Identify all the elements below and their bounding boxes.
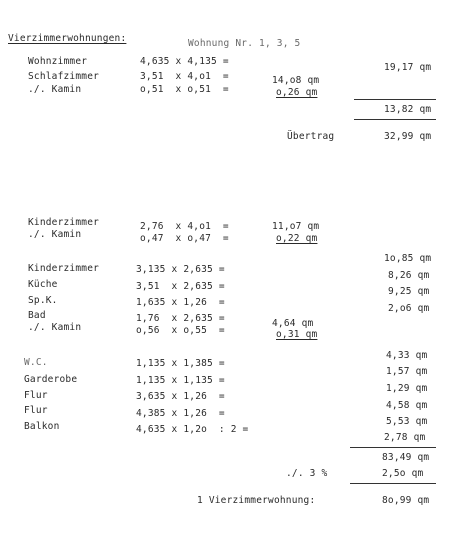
row-label: Wohnzimmer bbox=[28, 56, 88, 67]
room-total: 8,26 qm bbox=[388, 270, 430, 281]
row-label: Balkon bbox=[24, 421, 60, 432]
room-total: 2,o6 qm bbox=[388, 303, 430, 314]
row-label: ./. Kamin bbox=[28, 229, 82, 240]
row-label: Flur bbox=[24, 405, 48, 416]
room-dims: 1,76 x 2,635 = bbox=[136, 313, 225, 324]
row-total: 19,17 qm bbox=[384, 62, 432, 73]
sum-rule bbox=[350, 447, 436, 448]
room-total: 1o,85 qm bbox=[384, 253, 432, 264]
row-total: 5,53 qm bbox=[386, 416, 428, 427]
row-dims: 3,635 x 1,26 = bbox=[136, 391, 225, 402]
room-area: 4,64 qm bbox=[272, 318, 314, 329]
carry-value: 32,99 qm bbox=[384, 131, 432, 142]
sum-rule bbox=[350, 483, 436, 484]
row-dims: 1,135 x 1,135 = bbox=[136, 375, 225, 386]
row-dims: o,51 x o,51 = bbox=[140, 84, 229, 95]
row-dims: 4,385 x 1,26 = bbox=[136, 408, 225, 419]
row-total: 4,33 qm bbox=[386, 350, 428, 361]
deduct-label: ./. 3 % bbox=[286, 468, 328, 479]
row-total: 1,57 qm bbox=[386, 366, 428, 377]
final-label: 1 Vierzimmerwohnung: bbox=[197, 495, 316, 506]
row-dims: 3,51 x 4,o1 = bbox=[140, 71, 229, 82]
room-label: Bad bbox=[28, 310, 46, 321]
row-label: Garderobe bbox=[24, 374, 78, 385]
row-area: 14,o8 qm bbox=[272, 75, 320, 86]
room-label: Kinderzimmer bbox=[28, 263, 100, 274]
row-label: Schlafzimmer bbox=[28, 71, 100, 82]
deduct-value: 2,5o qm bbox=[382, 468, 424, 479]
room-area: o,31 qm bbox=[276, 329, 318, 340]
row-dims: 1,135 x 1,385 = bbox=[136, 358, 225, 369]
apartment-numbers: Wohnung Nr. 1, 3, 5 bbox=[188, 38, 301, 49]
extra-total: 2,78 qm bbox=[384, 432, 426, 443]
room-dims: o,56 x o,55 = bbox=[136, 325, 225, 336]
room-total: 9,25 qm bbox=[388, 286, 430, 297]
row-total: 4,58 qm bbox=[386, 400, 428, 411]
row-dims: o,47 x o,47 = bbox=[140, 233, 229, 244]
room-label: Sp.K. bbox=[28, 295, 58, 306]
sum-rule bbox=[354, 119, 436, 120]
room-dims: 1,635 x 1,26 = bbox=[136, 297, 225, 308]
room-dims: 3,135 x 2,635 = bbox=[136, 264, 225, 275]
row-dims: 2,76 x 4,o1 = bbox=[140, 221, 229, 232]
row-area: 11,o7 qm bbox=[272, 221, 320, 232]
row-label: W.C. bbox=[24, 357, 48, 368]
subtotal: 13,82 qm bbox=[384, 104, 432, 115]
room-label: ./. Kamin bbox=[28, 322, 82, 333]
row-label: Flur bbox=[24, 390, 48, 401]
carry-label: Übertrag bbox=[287, 131, 335, 142]
final-value: 8o,99 qm bbox=[382, 495, 430, 506]
row-label: ./. Kamin bbox=[28, 84, 82, 95]
row-label: Kinderzimmer bbox=[28, 217, 100, 228]
sum-total: 83,49 qm bbox=[382, 452, 430, 463]
row-dims: 4,635 x 4,135 = bbox=[140, 56, 229, 67]
row-area: o,26 qm bbox=[276, 87, 318, 98]
row-dims: 4,635 x 1,2o : 2 = bbox=[136, 424, 249, 435]
row-total: 1,29 qm bbox=[386, 383, 428, 394]
section-title: Vierzimmerwohnungen: bbox=[8, 33, 127, 44]
room-label: Küche bbox=[28, 279, 58, 290]
sum-rule bbox=[354, 99, 436, 100]
row-area: o,22 qm bbox=[276, 233, 318, 244]
room-dims: 3,51 x 2,635 = bbox=[136, 281, 225, 292]
